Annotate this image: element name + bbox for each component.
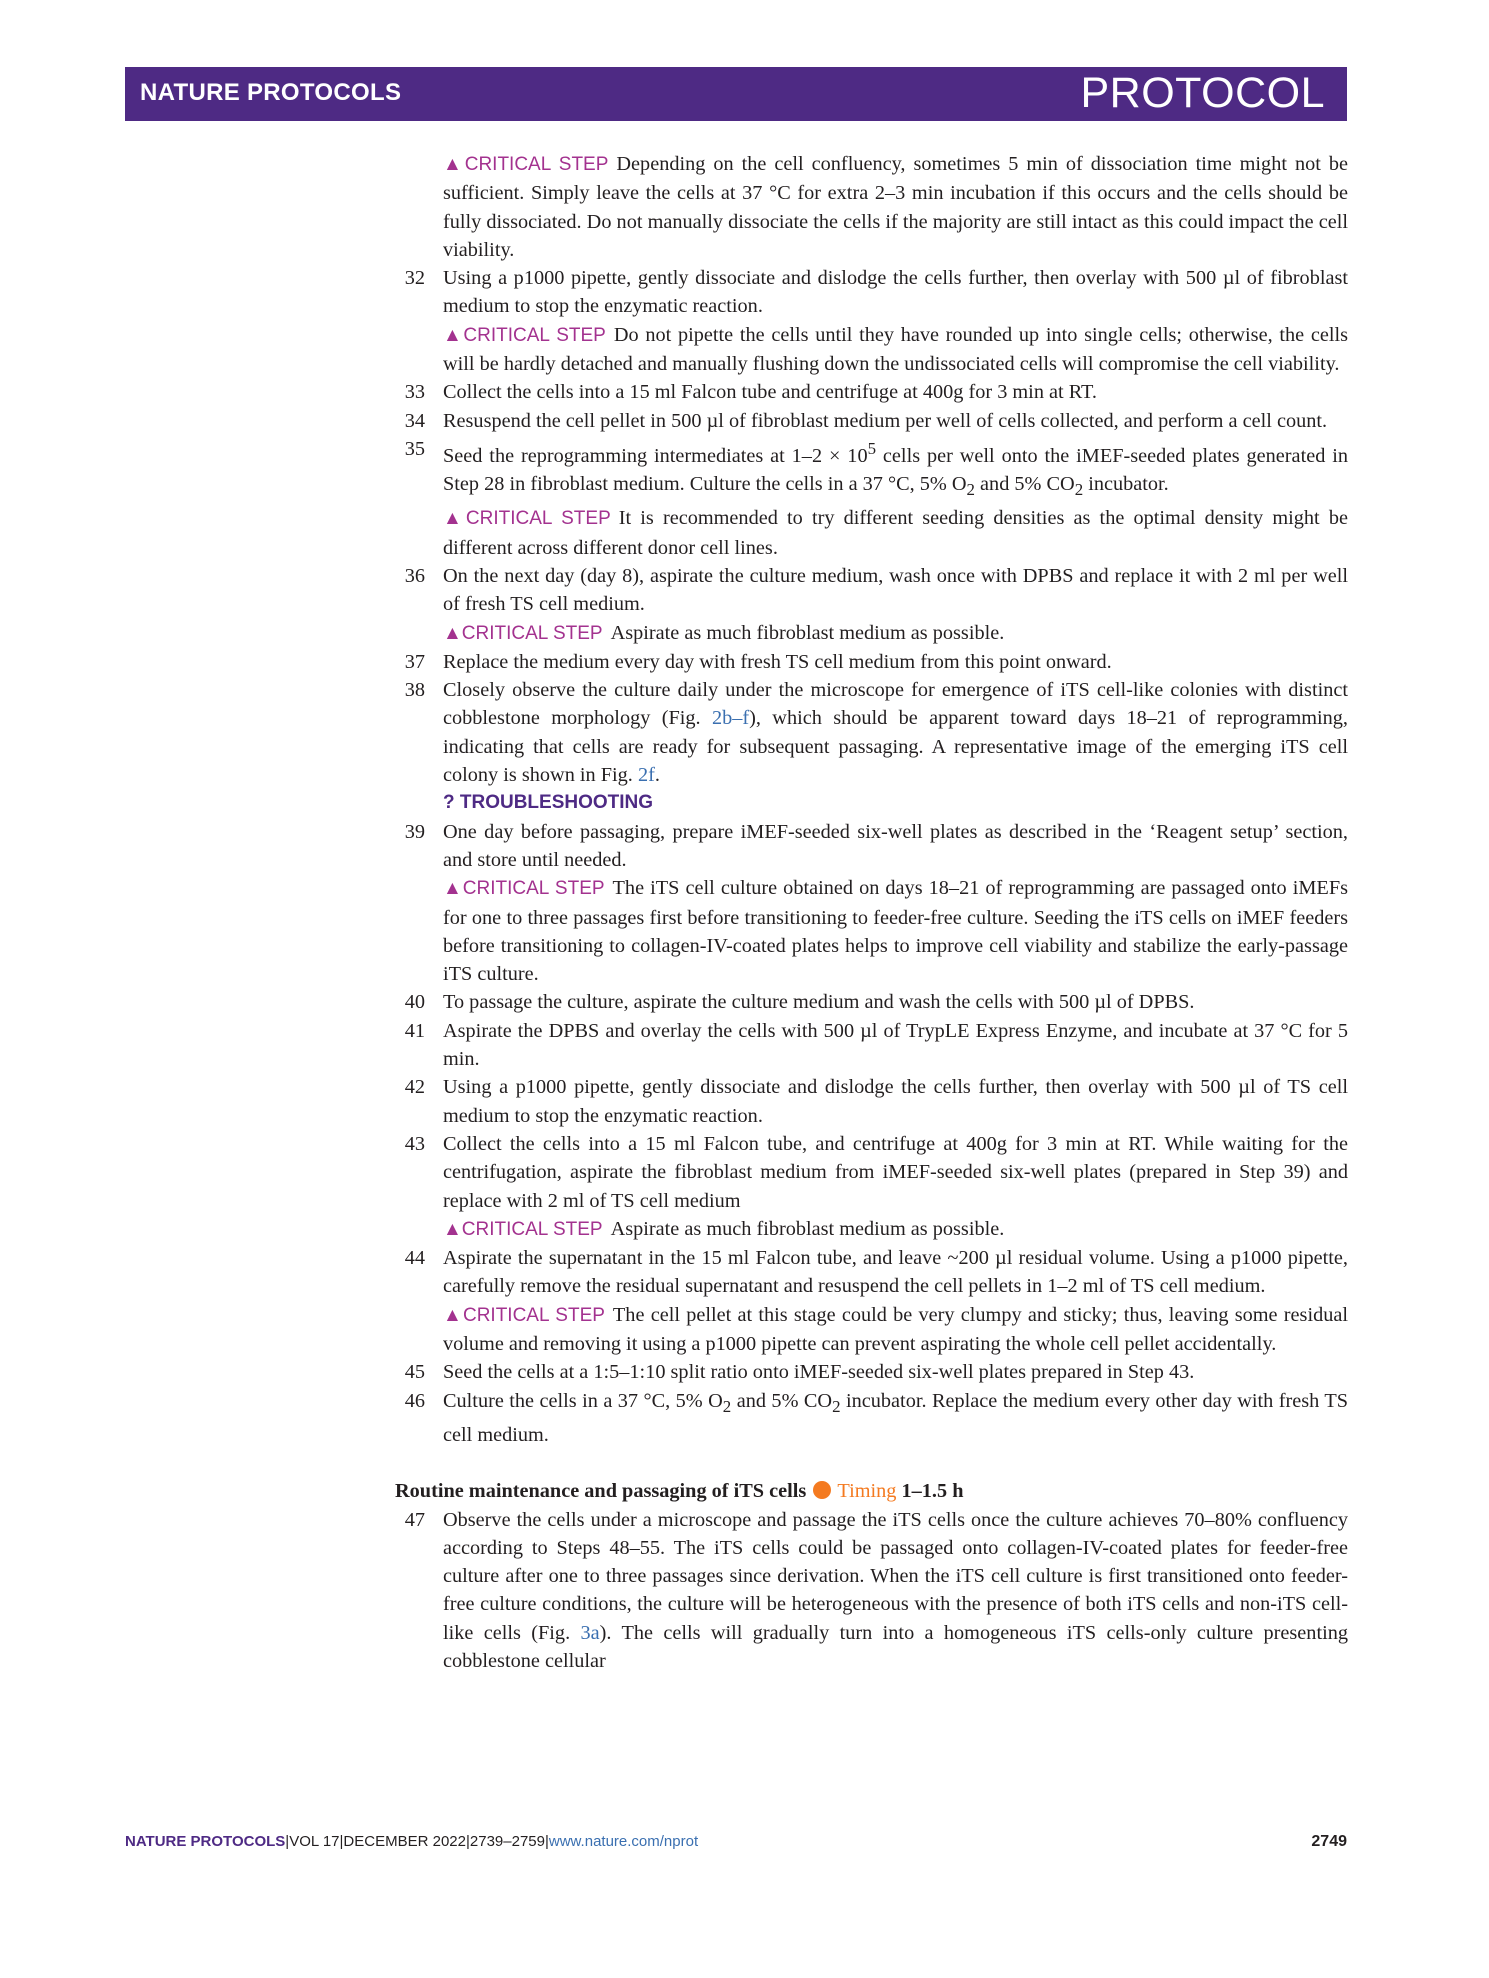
critical-step-note: [443, 504, 1348, 562]
page-number: 2749: [1311, 1833, 1347, 1850]
step-number: 33: [404, 381, 425, 404]
step-text: and 5% CO: [731, 1389, 833, 1412]
subscript: 2: [722, 1396, 732, 1416]
step-text: incubator.: [1083, 473, 1169, 496]
critical-step-note: [443, 874, 1348, 988]
critical-step-note: [443, 1301, 1348, 1359]
protocol-step: [404, 562, 1348, 619]
step-text: One day before passaging, prepare iMEF-seeded six-well plates as described in the ‘Reagent setup’ section, and store until needed.: [443, 820, 1348, 871]
critical-step-label: ▲CRITICAL STEP: [443, 508, 611, 530]
critical-step-label: ▲CRITICAL STEP: [443, 154, 609, 175]
step-number: 44: [404, 1247, 425, 1270]
protocol-step: [404, 1244, 1348, 1301]
page-footer: [125, 1833, 1347, 1850]
article-body: [395, 150, 1348, 1675]
step-number: 40: [404, 991, 425, 1014]
critical-step-text: Depending on the cell confluency, sometimes 5 min of dissociation time might not be sufficient. Simply leave the cells at 37 °C for extra 2–3 min incubation if this occurs and the cells should be fully dissociated. Do not manually dissociate the cells if the majority are still intact as this could impact the cell viability.: [443, 153, 1348, 261]
superscript: 5: [867, 438, 877, 458]
protocol-step: [404, 1387, 1348, 1450]
section-title: Routine maintenance and passaging of iTS cells: [395, 1480, 807, 1503]
step-number: 46: [404, 1389, 425, 1412]
footer-url-link[interactable]: www.nature.com/nprot: [548, 1833, 699, 1850]
step-text: and 5% CO: [974, 473, 1075, 496]
protocol-step: [404, 1017, 1348, 1074]
timing-value: 1–1.5 h: [901, 1480, 964, 1503]
critical-step-text: The iTS cell culture obtained on days 18–21 of reprogramming are passaged onto iMEFs for one to three passages first before transitioning to feeder-free culture. Seeding the iTS cells on iMEF feeders before transitioning to collagen-IV-coated plates helps to improve cell viability and stabilize the early-passage iTS culture.: [443, 877, 1348, 986]
critical-step-note: [443, 150, 1348, 264]
footer-pages: 2739–2759: [469, 1833, 545, 1850]
step-text: Closely observe the culture daily under the microscope for emergence of iTS cell-like colonies with distinct cobblestone morphology (Fig.: [443, 679, 1348, 730]
figure-link[interactable]: 2b–f: [711, 707, 750, 730]
step-number: 45: [404, 1361, 425, 1384]
footer-journal: NATURE PROTOCOLS: [125, 1833, 286, 1850]
critical-step-note: [443, 619, 1348, 648]
critical-step-note: [443, 1215, 1348, 1244]
timing-dot-icon: [813, 1481, 831, 1499]
step-text: Seed the cells at a 1:5–1:10 split ratio onto iMEF-seeded six-well plates prepared in Step 43.: [443, 1361, 1195, 1384]
header-journal-name: NATURE PROTOCOLS: [140, 79, 402, 106]
figure-link[interactable]: 3a: [580, 1621, 600, 1644]
step-text: Seed the reprogramming intermediates at 1–2 × 10: [443, 444, 868, 467]
step-text: ). The cells will gradually turn into a homogeneous iTS cells-only culture presenting cobblestone cellular: [443, 1621, 1348, 1672]
footer-separator: |: [465, 1833, 470, 1850]
step-text: Using a p1000 pipette, gently dissociate and dislodge the cells further, then overlay with 500 µl of TS cell medium to stop the enzymatic reaction.: [443, 1076, 1348, 1127]
protocol-step: [404, 1130, 1348, 1215]
figure-link[interactable]: 2f: [637, 764, 655, 787]
step-text: Aspirate the supernatant in the 15 ml Falcon tube, and leave ~200 µl residual volume. Using a p1000 pipette, carefully remove the residual supernatant and resuspend the cell pellets in 1–2 ml of TS cell medium.: [443, 1247, 1348, 1298]
section-heading: [395, 1477, 1348, 1505]
step-number: 34: [404, 409, 425, 432]
critical-step-label: ▲CRITICAL STEP: [443, 324, 606, 346]
step-number: 39: [404, 820, 425, 843]
step-text: .: [654, 764, 660, 787]
footer-separator: |: [544, 1833, 549, 1850]
step-number: 38: [404, 679, 425, 702]
protocol-step: [404, 1358, 1348, 1386]
step-text: Aspirate the DPBS and overlay the cells with 500 µl of TrypLE Express Enzyme, and incubate at 37 °C for 5 min.: [443, 1019, 1348, 1071]
step-text: Observe the cells under a microscope and passage the iTS cells once the culture achieves 70–80% confluency according to Steps 48–55. The iTS cells could be passaged onto collagen-IV-coated plates for feeder-free culture after one to three passages since derivation. When the iTS cell culture is first transitioned onto feeder-free culture conditions, the culture will be heterogeneous with the presence of both iTS cells and non-iTS cell-like cells (Fig.: [443, 1508, 1348, 1644]
protocol-step: [404, 378, 1348, 406]
subscript: 2: [1074, 480, 1084, 500]
critical-step-note: [443, 321, 1348, 379]
critical-step-text: Aspirate as much fibroblast medium as possible.: [610, 1217, 1005, 1240]
footer-volume: VOL 17: [289, 1833, 340, 1850]
troubleshooting-label[interactable]: ? TROUBLESHOOTING: [443, 792, 654, 814]
protocol-step: [404, 818, 1348, 875]
protocol-step: [404, 407, 1348, 435]
protocol-step: [404, 648, 1348, 676]
footer-separator: |: [285, 1833, 290, 1850]
step-text: Replace the medium every day with fresh TS cell medium from this point onward.: [443, 650, 1112, 673]
protocol-step: [404, 1506, 1348, 1676]
step-text: Collect the cells into a 15 ml Falcon tube, and centrifuge at 400g for 3 min at RT. While waiting for the centrifugation, aspirate the fibroblast medium from iMEF-seeded six-well plates (prepared in Step 39) and replace with 2 ml of TS cell medium: [443, 1132, 1348, 1212]
step-text: To passage the culture, aspirate the culture medium and wash the cells with 500 µl of DPBS.: [443, 991, 1195, 1014]
step-number: 47: [404, 1508, 425, 1531]
step-text: ), which should be apparent toward days 18–21 of reprogramming, indicating that cells are ready for subsequent passaging. A representative image of the emerging iTS cell colony is shown in Fig.: [443, 707, 1348, 787]
critical-step-label: ▲CRITICAL STEP: [443, 878, 605, 900]
step-text: On the next day (day 8), aspirate the culture medium, wash once with DPBS and replace it with 2 ml per well of fresh TS cell medium.: [443, 564, 1348, 616]
step-number: 43: [404, 1132, 425, 1155]
timing-label: Timing: [837, 1480, 897, 1503]
step-number: 37: [404, 650, 425, 673]
protocol-step: [404, 676, 1348, 789]
protocol-step: [404, 435, 1349, 504]
step-text: Culture the cells in a 37 °C, 5% O: [443, 1389, 723, 1412]
subscript: 2: [966, 480, 975, 500]
step-number: 36: [404, 564, 425, 587]
step-number: 35: [404, 437, 425, 460]
troubleshooting-note: [443, 789, 1348, 817]
step-text: Resuspend the cell pellet in 500 µl of fibroblast medium per well of cells collected, and perform a cell count.: [443, 409, 1328, 432]
critical-step-text: The cell pellet at this stage could be very clumpy and sticky; thus, leaving some residual volume and removing it using a p1000 pipette can prevent aspirating the whole cell pellet accidentally.: [443, 1303, 1348, 1355]
footer-separator: |: [339, 1833, 344, 1850]
critical-step-text: Do not pipette the cells until they have rounded up into single cells; otherwise, the cells will be hardly detached and manually flushing down the undissociated cells will compromise the cell viability.: [443, 323, 1348, 376]
critical-step-text: It is recommended to try different seeding densities as the optimal density might be different across different donor cell lines.: [443, 507, 1348, 559]
step-number: 42: [404, 1076, 425, 1099]
step-text: Collect the cells into a 15 ml Falcon tube and centrifuge at 400g for 3 min at RT.: [443, 381, 1097, 404]
protocol-step: [404, 1073, 1348, 1130]
step-text: Using a p1000 pipette, gently dissociate and dislodge the cells further, then overlay with 500 µl of fibroblast medium to stop the enzymatic reaction.: [443, 267, 1348, 318]
step-number: 41: [404, 1019, 425, 1042]
footer-date: DECEMBER 2022: [343, 1833, 466, 1850]
header-article-type: PROTOCOL: [1080, 69, 1325, 117]
step-number: 32: [404, 267, 425, 290]
critical-step-text: Aspirate as much fibroblast medium as possible.: [610, 621, 1005, 644]
protocol-step: [404, 988, 1348, 1016]
step-text: cells per well onto the iMEF-seeded plates generated in Step 28 in fibroblast medium. Culture the cells in a 37 °C, 5% O: [443, 444, 1349, 496]
critical-step-label: ▲CRITICAL STEP: [443, 1218, 603, 1240]
critical-step-label: ▲CRITICAL STEP: [443, 1304, 605, 1326]
page-header: [125, 67, 1347, 121]
subscript: 2: [832, 1396, 841, 1416]
step-text: incubator. Replace the medium every other day with fresh TS cell medium.: [443, 1389, 1348, 1446]
critical-step-label: ▲CRITICAL STEP: [443, 622, 603, 644]
protocol-step: [404, 264, 1348, 321]
